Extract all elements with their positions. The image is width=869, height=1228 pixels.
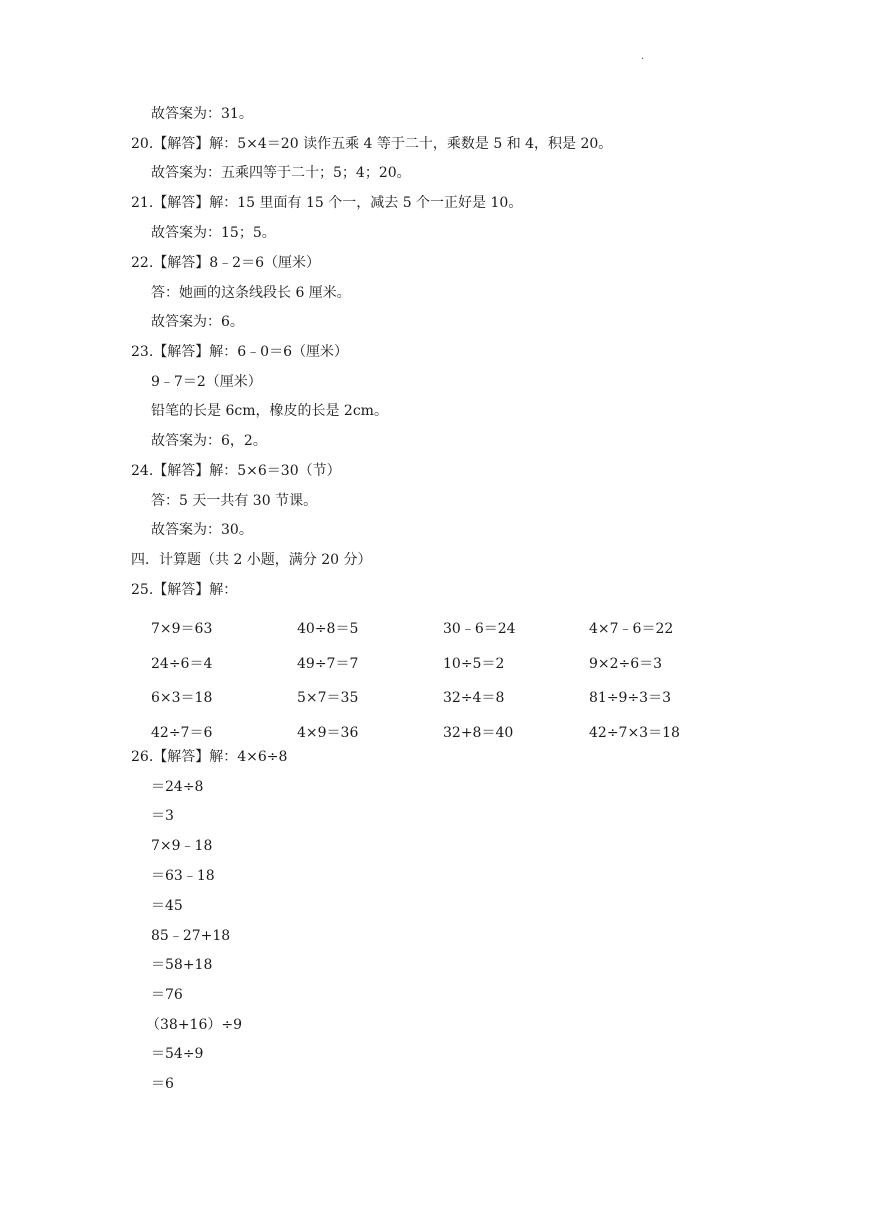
solution-step: （38+16）÷9 <box>146 1017 242 1033</box>
solution-line: 答：5 天一共有 30 节课。 <box>151 493 318 509</box>
solution-step: ＝6 <box>151 1076 174 1092</box>
answer-line: 故答案为：五乘四等于二十；5；4；20。 <box>151 165 411 181</box>
calculation-cell: 4×7﹣6＝22 <box>589 621 674 638</box>
solution-step: ＝76 <box>151 987 183 1003</box>
calculation-cell: 24÷6＝4 <box>151 655 213 672</box>
calculation-cell: 42÷7×3＝18 <box>589 724 680 741</box>
calculation-cell: 6×3＝18 <box>151 690 213 707</box>
solution-line: 答：她画的这条线段长 6 厘米。 <box>151 285 351 301</box>
solution-heading-20: 20.【解答】解：5×4＝20 读作五乘 4 等于二十，乘数是 5 和 4，积是 20。 <box>131 136 613 152</box>
solution-step: ＝24÷8 <box>151 779 204 795</box>
solution-line: 9﹣7＝2（厘米） <box>151 374 262 390</box>
solution-step: ＝58+18 <box>151 957 213 973</box>
calculation-cell: 42÷7＝6 <box>151 724 213 741</box>
calculation-cell: 4×9＝36 <box>297 724 359 741</box>
answer-line: 故答案为：15；5。 <box>151 225 276 241</box>
calculation-cell: 10÷5＝2 <box>443 655 505 672</box>
calculation-cell: 7×9＝63 <box>151 621 213 638</box>
solution-heading-26: 26.【解答】解：4×6÷8 <box>131 749 288 765</box>
solution-step: ＝54÷9 <box>151 1046 204 1062</box>
calculation-row <box>151 612 751 647</box>
answer-line: 故答案为：6。 <box>151 314 244 330</box>
answer-line: 故答案为：31。 <box>151 106 253 122</box>
solution-heading-23: 23.【解答】解：6﹣0＝6（厘米） <box>131 344 348 360</box>
solution-line: 铅笔的长是 6cm，橡皮的长是 2cm。 <box>151 403 388 419</box>
section-heading: 四．计算题（共 2 小题，满分 20 分） <box>131 552 372 568</box>
solution-heading-24: 24.【解答】解：5×6＝30（节） <box>131 463 341 479</box>
solution-step: 7×9﹣18 <box>151 838 213 854</box>
solution-step: ＝3 <box>151 808 174 824</box>
answer-line: 故答案为：6，2。 <box>151 433 267 449</box>
solution-step: ＝63﹣18 <box>151 868 215 884</box>
solution-heading-21: 21.【解答】解：15 里面有 15 个一，减去 5 个一正好是 10。 <box>131 195 523 211</box>
answer-line: 故答案为：30。 <box>151 522 253 538</box>
calculation-cell: 9×2÷6＝3 <box>589 655 663 672</box>
calculation-cell: 81÷9÷3＝3 <box>589 690 671 707</box>
solution-heading-25: 25.【解答】解： <box>131 582 238 598</box>
calculation-cell: 30﹣6＝24 <box>443 621 516 638</box>
calculation-cell: 40÷8＝5 <box>297 621 359 638</box>
calculation-grid <box>151 612 751 750</box>
calculation-row <box>151 681 751 716</box>
calculation-row <box>151 647 751 682</box>
solution-heading-22: 22.【解答】8﹣2＝6（厘米） <box>131 255 320 271</box>
calculation-cell: 5×7＝35 <box>297 690 359 707</box>
calculation-row <box>151 716 751 751</box>
calculation-cell: 49÷7＝7 <box>297 655 359 672</box>
calculation-cell: 32+8＝40 <box>443 724 514 741</box>
page-mark: · <box>641 54 645 65</box>
solution-step: ＝45 <box>151 898 183 914</box>
calculation-cell: 32÷4＝8 <box>443 690 505 707</box>
solution-step: 85﹣27+18 <box>151 928 231 944</box>
